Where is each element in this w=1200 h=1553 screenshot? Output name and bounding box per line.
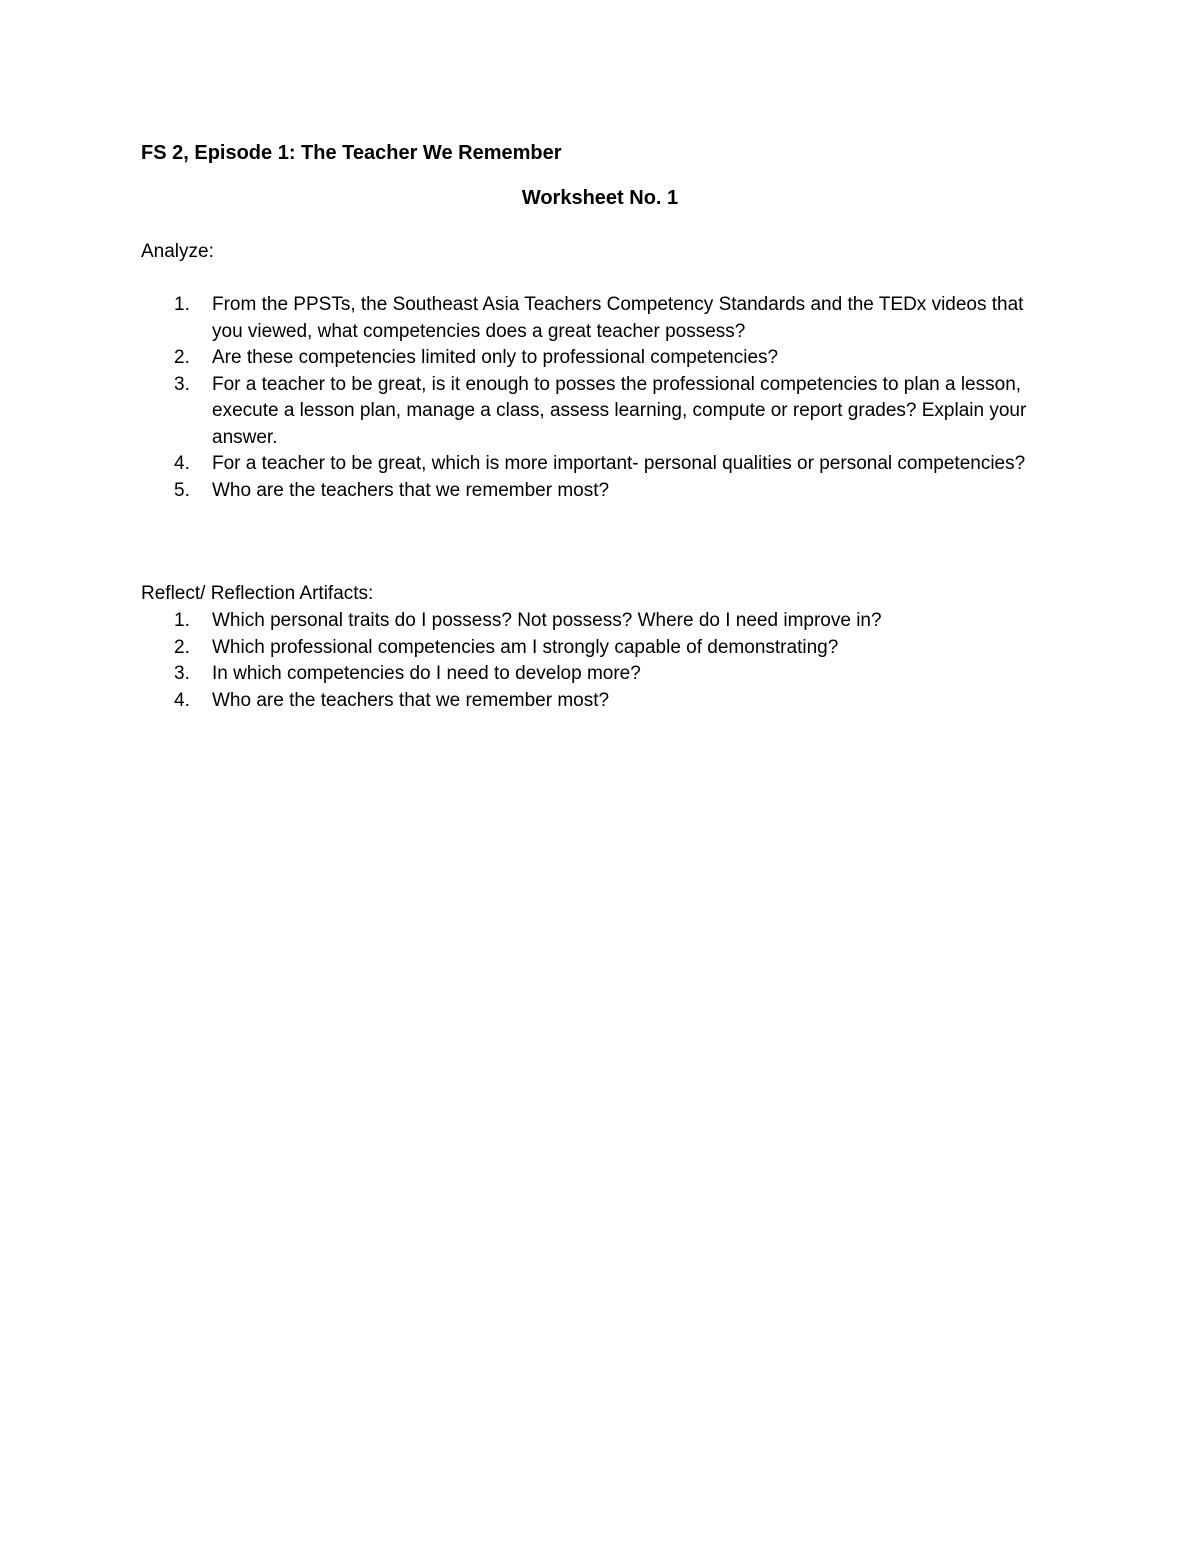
question-text: For a teacher to be great, which is more important- personal qualities or personal competencies? [212, 453, 1026, 474]
reflect-section-label: Reflect/ Reflection Artifacts: [141, 583, 374, 604]
question-text: Which professional competencies am I strongly capable of demonstrating? [212, 636, 839, 658]
document-title: FS 2, Episode 1: The Teacher We Remember [141, 142, 562, 164]
question-number: 1. [174, 610, 190, 631]
question-text: Which personal traits do I possess? Not possess? Where do I need improve in? [212, 610, 882, 631]
question-number: 5. [174, 479, 190, 501]
question-number: 1. [174, 294, 190, 315]
worksheet-heading: Worksheet No. 1 [521, 187, 679, 209]
analyze-section-label: Analyze: [141, 241, 214, 262]
question-number: 3. [174, 663, 190, 684]
analyze-question-4 [141, 451, 1051, 478]
question-text: Are these competencies limited only to professional competencies? [212, 347, 779, 368]
question-text: Who are the teachers that we remember most? [212, 479, 610, 501]
question-text: From the PPSTs, the Southeast Asia Teachers Competency Standards and the TEDx videos that you viewed, what competencies does a great teacher possess? [212, 294, 1024, 342]
question-number: 4. [174, 689, 190, 711]
reflect-question-list [141, 608, 1051, 714]
question-text: For a teacher to be great, is it enough to posses the professional competencies to plan a lesson, execute a lesson plan, manage a class, assess learning, compute or report grades? Explain your answer. [212, 373, 1027, 448]
question-number: 2. [174, 347, 190, 368]
analyze-question-list [141, 292, 1051, 504]
question-number: 3. [174, 373, 190, 395]
reflect-question-1 [141, 608, 1051, 635]
analyze-question-3 [141, 372, 1051, 452]
question-number: 4. [174, 453, 190, 474]
reflect-question-3 [141, 661, 1051, 688]
analyze-question-5 [141, 478, 1051, 505]
question-text: In which competencies do I need to develop more? [212, 663, 641, 684]
reflect-question-2 [141, 635, 1051, 662]
analyze-question-2 [141, 345, 1051, 372]
analyze-question-1 [141, 292, 1051, 345]
reflect-question-4 [141, 688, 1051, 715]
question-text: Who are the teachers that we remember most? [212, 689, 610, 711]
question-number: 2. [174, 636, 190, 658]
